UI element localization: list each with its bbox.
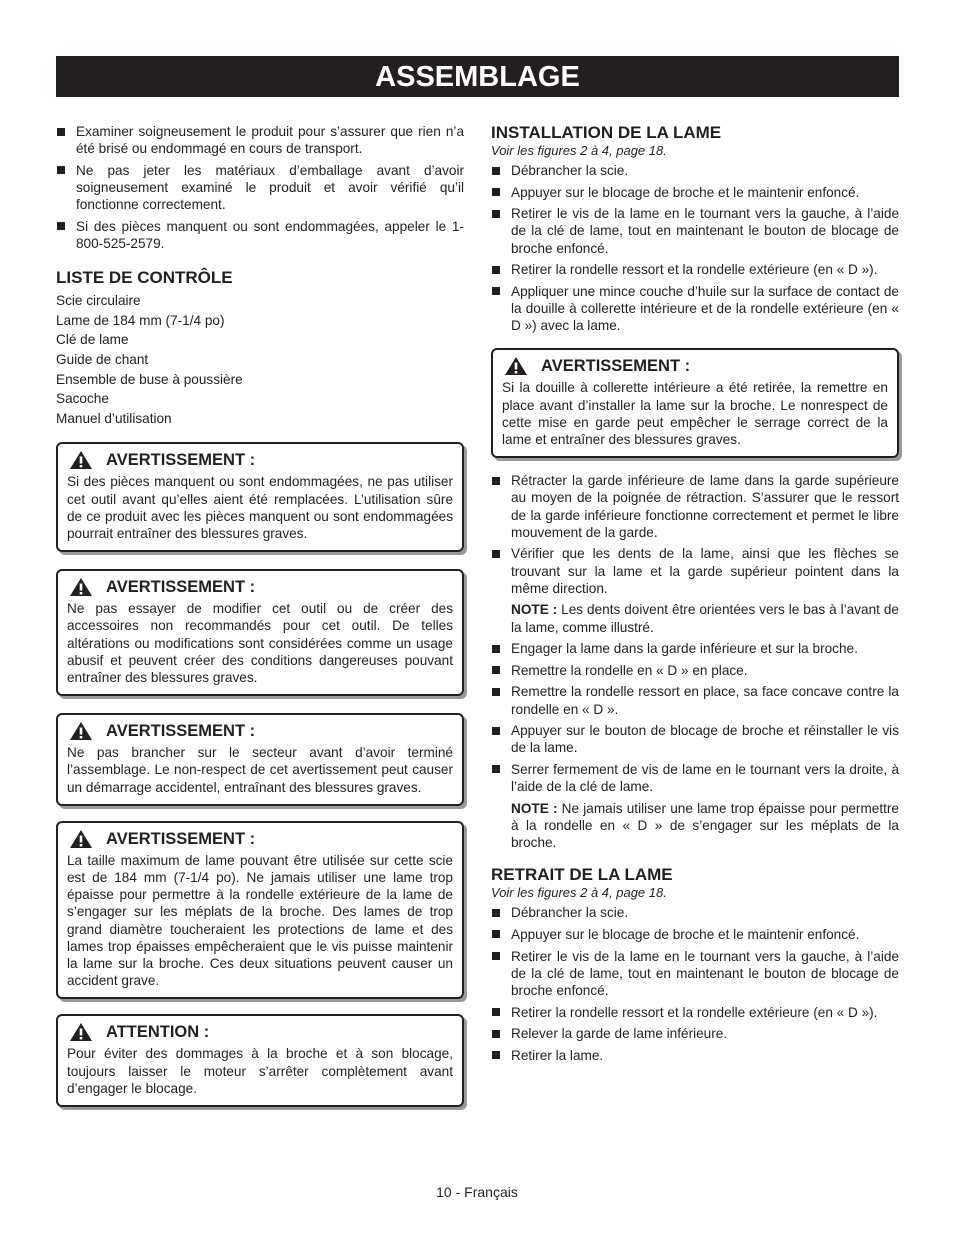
- warning-icon: [69, 577, 93, 597]
- warning-icon: [69, 829, 93, 849]
- warning-box: [56, 569, 464, 696]
- warning-text: La taille maximum de lame pouvant être utilisée sur cette scie est de 184 mm (7-1/4 po). Ne jamais utiliser une lame trop épaisse pour permettre à la rondelle extérieure de la lame de s’engager sur les méplats de la broche. Des lames de trop grand diamètre toucheraient les protections de lame et des lames trop épaisses empêcheraient que le vis puisse maintenir la lame sur la broche. Ces deux situations peuvent causer un accident grave.: [67, 852, 453, 989]
- list-item: Relever la garde de lame inférieure.: [491, 1025, 899, 1042]
- note: [491, 601, 899, 635]
- install-steps-2: [491, 472, 899, 597]
- warning-text: Si des pièces manquent ou sont endommagées, ne pas utiliser cet outil avant qu’elles aient été remplacées. L’utilisation sûre de ce produit avec les pièces manquent ou sont endommagées pourrait entraîner des blessures graves.: [67, 474, 453, 541]
- list-item: Retirer la rondelle ressort et la rondelle extérieure (en « D »).: [491, 261, 899, 278]
- right-column: [491, 123, 899, 1068]
- list-item: Vérifier que les dents de la lame, ainsi que les flèches se trouvant sur la lame et la garde supérieur pointent dans la même direction.: [491, 545, 899, 597]
- list-item: Débrancher la scie.: [491, 904, 899, 921]
- warning-box: [491, 348, 899, 458]
- list-item: Engager la lame dans la garde inférieure et sur la broche.: [491, 640, 899, 657]
- warning-header: [67, 450, 453, 470]
- install-figure-ref: Voir les figures 2 à 4, page 18.: [491, 143, 667, 158]
- list-item: Ne pas jeter les matériaux d’emballage avant d’avoir soigneusement examiné le produit et avoir vérifié qu’il fonctionne correctement.: [56, 162, 464, 214]
- checklist-item: Guide de chant: [56, 351, 149, 367]
- removal-figure-ref: Voir les figures 2 à 4, page 18.: [491, 885, 667, 901]
- list-item: Appuyer sur le bouton de blocage de broche et réinstaller le vis de la lame.: [491, 722, 899, 756]
- warning-box: [56, 713, 464, 806]
- note-label: NOTE :: [511, 800, 558, 816]
- left-column: [56, 123, 464, 1107]
- warning-icon: [69, 1022, 93, 1042]
- list-item: Si des pièces manquent ou sont endommagées, appeler le 1-800-525-2579.: [56, 218, 464, 252]
- list-item: Serrer fermement de vis de lame en le tournant vers la droite, à l’aide de la clé de lame.: [491, 761, 899, 795]
- checklist-item: Sacoche: [56, 391, 109, 407]
- list-item: Retirer le vis de la lame en le tournant vers la gauche, à l’aide de la clé de lame, tout en maintenant le bouton de blocage de broche enfoncé.: [491, 948, 899, 1000]
- list-item: Remettre la rondelle ressort en place, sa face concave contre la rondelle en « D ».: [491, 683, 899, 717]
- warning-icon: [69, 450, 93, 470]
- note-text: Les dents doivent être orientées vers le bas à l’avant de la lame, comme illustré.: [511, 602, 899, 635]
- list-item: Retirer la rondelle ressort et la rondelle extérieure (en « D »).: [491, 1004, 899, 1021]
- warning-title: AVERTISSEMENT :: [106, 829, 256, 848]
- caution-box: [56, 1014, 464, 1107]
- install-steps-3: [491, 640, 899, 795]
- warning-header: [67, 829, 453, 849]
- page-number: 10 - Français: [436, 1184, 518, 1200]
- warning-box: [56, 442, 464, 552]
- caution-text: Pour éviter des dommages à la broche et à son blocage, toujours laisser le moteur s’arrêter complètement avant d’engager le blocage.: [67, 1046, 453, 1096]
- checklist-heading: LISTE DE CONTRÔLE: [56, 268, 233, 288]
- list-item: Retirer la lame.: [491, 1047, 899, 1064]
- list-item: Examiner soigneusement le produit pour s’assurer que rien n’a été brisé ou endommagé en cours de transport.: [56, 123, 464, 157]
- warning-header: [67, 577, 453, 597]
- checklist-item: Scie circulaire: [56, 293, 141, 309]
- note-text: Ne jamais utiliser une lame trop épaisse pour permettre à la rondelle en « D » de s’engager sur les méplats de la broche.: [511, 800, 899, 851]
- caution-header: [67, 1022, 453, 1042]
- warning-text: Ne pas essayer de modifier cet outil ou de créer des accessoires non recommandés pour cet outil. De telles altérations ou modifications sont considérées comme un usage abusif et peuvent créer des conditions dangereuses pouvant entraîner des blessures graves.: [67, 601, 453, 685]
- warning-title: AVERTISSEMENT :: [541, 357, 691, 376]
- warning-title: AVERTISSEMENT :: [106, 578, 256, 597]
- checklist-item: Clé de lame: [56, 332, 129, 348]
- checklist-item: Manuel d’utilisation: [56, 410, 172, 426]
- page-title: ASSEMBLAGE: [56, 56, 899, 97]
- checklist-item: Lame de 184 mm (7-1/4 po): [56, 312, 225, 328]
- caution-title: ATTENTION :: [106, 1023, 210, 1042]
- warning-title: AVERTISSEMENT :: [106, 722, 256, 741]
- note-label: NOTE :: [511, 602, 558, 618]
- warning-header: [67, 721, 453, 741]
- list-item: Rétracter la garde inférieure de lame dans la garde supérieure au moyen de la poignée de rétraction. S’assurer que le ressort de la garde inférieure fonctionne correctement et permet le libre mouvement de la garde.: [491, 472, 899, 541]
- warning-icon: [69, 721, 93, 741]
- warning-text: Si la douille à collerette intérieure a été retirée, la remettre en place avant d’installer la lame sur la broche. Le nonrespect de cette mise en garde peut empêcher le serrage correct de la lame et entraîner des blessures graves.: [502, 380, 888, 447]
- install-steps: [491, 162, 899, 334]
- list-item: Remettre la rondelle en « D » en place.: [491, 662, 899, 679]
- warning-title: AVERTISSEMENT :: [106, 451, 256, 470]
- intro-list: [56, 123, 464, 252]
- warning-icon: [504, 356, 528, 376]
- warning-box: [56, 821, 464, 1000]
- list-item: Appuyer sur le blocage de broche et le maintenir enfoncé.: [491, 926, 899, 943]
- list-item: Débrancher la scie.: [491, 162, 899, 179]
- checklist-item: Ensemble de buse à poussière: [56, 371, 243, 387]
- list-item: Appuyer sur le blocage de broche et le maintenir enfoncé.: [491, 184, 899, 201]
- removal-steps: [491, 904, 899, 1064]
- warning-text: Ne pas brancher sur le secteur avant d’avoir terminé l’assemblage. Le non-respect de cet avertissement peut causer un démarrage accidentel, entraînant des blessures graves.: [67, 745, 453, 795]
- removal-heading: RETRAIT DE LA LAME: [491, 865, 673, 885]
- checklist: [56, 291, 464, 428]
- warning-header: [502, 356, 888, 376]
- install-heading: INSTALLATION DE LA LAME: [491, 123, 722, 142]
- list-item: Appliquer une mince couche d’huile sur la surface de contact de la douille à collerette intérieure et de la rondelle extérieure (en « D ») avec la lame.: [491, 283, 899, 335]
- note: [491, 800, 899, 852]
- list-item: Retirer le vis de la lame en le tournant vers la gauche, à l’aide de la clé de lame, tout en maintenant le bouton de blocage de broche enfoncé.: [491, 205, 899, 257]
